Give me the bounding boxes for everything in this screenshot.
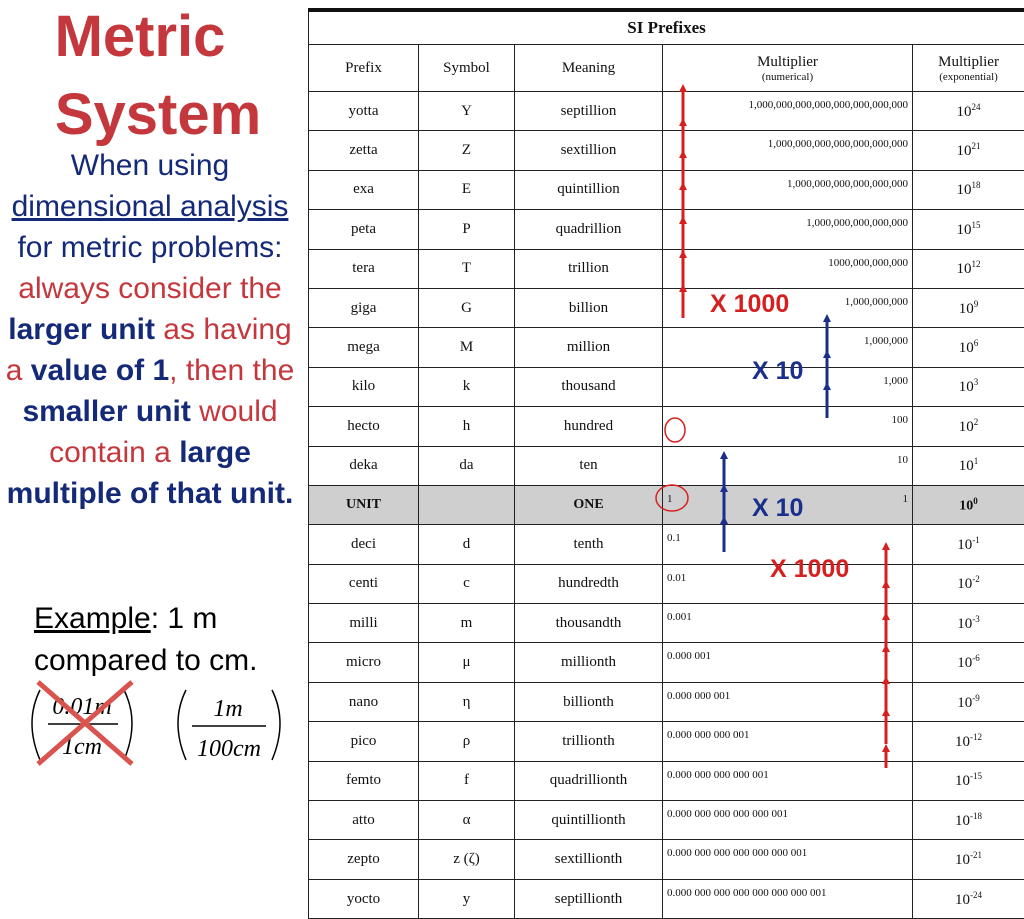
cell-prefix: zepto [309, 840, 419, 879]
cell-symbol [419, 485, 515, 524]
cell-meaning: septillionth [515, 879, 663, 918]
table-body [309, 92, 1024, 919]
exp-base: 10 [957, 261, 972, 277]
exp-base: 10 [959, 301, 974, 317]
col-prefix: Prefix [309, 45, 419, 92]
exp-power: -21 [970, 850, 982, 860]
cell-symbol: da [419, 446, 515, 485]
table-row [309, 288, 1024, 327]
cell-prefix: giga [309, 288, 419, 327]
cell-meaning: billionth [515, 682, 663, 721]
left-paren-1 [32, 690, 40, 760]
cell-multiplier-exponential [913, 879, 1024, 918]
col-mult-exp-label: Multiplier [938, 54, 999, 70]
cell-meaning: septillion [515, 92, 663, 131]
para-smaller-unit: smaller unit [22, 395, 190, 428]
exp-base: 10 [957, 222, 972, 238]
exp-base: 10 [957, 537, 972, 553]
exp-power: 24 [972, 102, 981, 112]
exp-power: -18 [970, 811, 982, 821]
table-row [309, 682, 1024, 721]
para-larger-unit: larger unit [8, 313, 155, 346]
cell-symbol: Y [419, 92, 515, 131]
cell-prefix: exa [309, 170, 419, 209]
exp-base: 10 [957, 695, 972, 711]
cell-multiplier-numerical: 1,000,000,000,000,000,000,000,000 [663, 92, 913, 131]
cell-symbol: z (ζ) [419, 840, 515, 879]
cell-multiplier-exponential [913, 801, 1024, 840]
multiplier-right-value: 1 [903, 493, 909, 505]
exp-power: -9 [972, 693, 980, 703]
exp-power: 1 [974, 456, 979, 466]
cell-multiplier-numerical: 0.1 [663, 525, 913, 564]
cell-multiplier-numerical: 1000,000,000,000 [663, 249, 913, 288]
cell-meaning: quintillion [515, 170, 663, 209]
cell-symbol: P [419, 210, 515, 249]
cell-prefix: milli [309, 604, 419, 643]
cell-multiplier-exponential [913, 485, 1024, 524]
cell-prefix: nano [309, 682, 419, 721]
cell-symbol: y [419, 879, 515, 918]
exp-power: 15 [972, 220, 981, 230]
exp-base: 10 [959, 379, 974, 395]
table-title: SI Prefixes [309, 10, 1024, 45]
exp-base: 10 [959, 340, 974, 356]
para-text-2: for metric problems: [17, 231, 282, 264]
col-meaning: Meaning [515, 45, 663, 92]
para-would-contain: would contain a [49, 395, 277, 469]
cell-multiplier-numerical: 1,000 [663, 367, 913, 406]
cell-meaning: quadrillion [515, 210, 663, 249]
cell-symbol: μ [419, 643, 515, 682]
col-symbol: Symbol [419, 45, 515, 92]
cell-multiplier-numerical: 10 [663, 446, 913, 485]
exp-base: 10 [957, 143, 972, 159]
explanation-paragraph [2, 145, 298, 514]
cell-prefix: yocto [309, 879, 419, 918]
cell-multiplier-exponential [913, 643, 1024, 682]
exp-power: 9 [974, 299, 979, 309]
cell-symbol: m [419, 604, 515, 643]
table-row [309, 328, 1024, 367]
title-line-1: Metric [0, 6, 290, 68]
exp-base: 10 [959, 498, 973, 513]
table-row [309, 879, 1024, 918]
example-label: Example [34, 602, 151, 635]
exp-base: 10 [955, 813, 970, 829]
label-x1000-bottom: X 1000 [770, 555, 849, 584]
cell-multiplier-exponential [913, 604, 1024, 643]
cell-multiplier-numerical: 0.000 000 000 000 000 000 000 001 [663, 879, 913, 918]
exp-power: 0 [973, 496, 978, 506]
table-row [309, 210, 1024, 249]
cell-multiplier-exponential [913, 249, 1024, 288]
fraction-wrong-denominator: 1cm [62, 734, 102, 760]
cell-symbol: M [419, 328, 515, 367]
cell-meaning: billion [515, 288, 663, 327]
cell-prefix: pico [309, 722, 419, 761]
cell-symbol: k [419, 367, 515, 406]
cell-multiplier-exponential [913, 446, 1024, 485]
cell-meaning: million [515, 328, 663, 367]
cell-prefix: yotta [309, 92, 419, 131]
cell-multiplier-numerical: 0.001 [663, 604, 913, 643]
col-multiplier-exponential [913, 45, 1024, 92]
cell-symbol: α [419, 801, 515, 840]
cell-prefix: micro [309, 643, 419, 682]
cell-multiplier-exponential [913, 722, 1024, 761]
table-row [309, 92, 1024, 131]
table-row [309, 131, 1024, 170]
exp-base: 10 [955, 852, 970, 868]
exp-base: 10 [959, 419, 974, 435]
table-row [309, 367, 1024, 406]
cell-multiplier-exponential [913, 525, 1024, 564]
cell-multiplier-exponential [913, 682, 1024, 721]
table-row [309, 604, 1024, 643]
cell-symbol: f [419, 761, 515, 800]
table-row [309, 485, 1024, 524]
fraction-wrong-numerator: 0.01m [52, 694, 111, 720]
para-large-multiple: large multiple of that unit. [7, 436, 294, 510]
exp-power: -1 [972, 535, 980, 545]
cell-multiplier-exponential [913, 761, 1024, 800]
cell-multiplier-numerical: 0.000 000 000 000 000 000 001 [663, 840, 913, 879]
cell-multiplier-numerical: 1,000,000,000,000,000 [663, 210, 913, 249]
cell-symbol: T [419, 249, 515, 288]
label-x10-top: X 10 [752, 357, 803, 386]
cell-multiplier-exponential [913, 288, 1024, 327]
fraction-right-numerator: 1m [213, 696, 242, 722]
cell-prefix: deci [309, 525, 419, 564]
cell-meaning: quintillionth [515, 801, 663, 840]
cell-multiplier-numerical: 0.01 [663, 564, 913, 603]
cell-symbol: d [419, 525, 515, 564]
cell-symbol: h [419, 407, 515, 446]
cell-multiplier-exponential [913, 564, 1024, 603]
cell-meaning: sextillion [515, 131, 663, 170]
table-row [309, 840, 1024, 879]
cell-symbol: ρ [419, 722, 515, 761]
cell-multiplier-numerical: 1,000,000 [663, 328, 913, 367]
cell-prefix: kilo [309, 367, 419, 406]
cell-meaning: thousand [515, 367, 663, 406]
cell-multiplier-numerical: 0.000 000 000 000 000 001 [663, 801, 913, 840]
cell-meaning: ten [515, 446, 663, 485]
cell-prefix: UNIT [309, 485, 419, 524]
table-row [309, 761, 1024, 800]
col-mult-num-sub: (numerical) [667, 71, 908, 83]
cell-prefix: zetta [309, 131, 419, 170]
exp-base: 10 [957, 616, 972, 632]
example-text [34, 598, 300, 682]
fraction-right-denominator: 100cm [197, 736, 261, 762]
label-x1000-top: X 1000 [710, 290, 789, 319]
cell-meaning: sextillionth [515, 840, 663, 879]
cell-symbol: c [419, 564, 515, 603]
fractions-figure [0, 676, 300, 768]
cell-multiplier-exponential [913, 840, 1024, 879]
exp-power: 18 [972, 180, 981, 190]
cell-prefix: centi [309, 564, 419, 603]
exp-power: 12 [972, 259, 981, 269]
para-then: , then the [169, 354, 294, 387]
cell-multiplier-numerical: 100 [663, 407, 913, 446]
exp-power: -12 [970, 732, 982, 742]
multiplier-left-value: 1 [667, 493, 673, 505]
table-row [309, 407, 1024, 446]
exp-power: 3 [974, 377, 979, 387]
para-value-of-1: value of 1 [31, 354, 169, 387]
exp-power: -6 [972, 653, 980, 663]
exp-base: 10 [957, 576, 972, 592]
table-row [309, 564, 1024, 603]
col-mult-exp-sub: (exponential) [917, 71, 1020, 83]
cell-meaning: hundred [515, 407, 663, 446]
cell-prefix: hecto [309, 407, 419, 446]
exp-power: 21 [972, 141, 981, 151]
right-paren-2 [272, 690, 280, 760]
cell-prefix: deka [309, 446, 419, 485]
cell-multiplier-numerical: 0.000 000 000 000 001 [663, 761, 913, 800]
table-row [309, 525, 1024, 564]
exp-base: 10 [959, 458, 974, 474]
cell-prefix: atto [309, 801, 419, 840]
exp-power: 6 [974, 338, 979, 348]
si-prefixes-table [308, 8, 1024, 919]
cell-multiplier-numerical: 0.000 000 001 [663, 682, 913, 721]
cell-symbol: E [419, 170, 515, 209]
cell-prefix: peta [309, 210, 419, 249]
exp-power: -3 [972, 614, 980, 624]
left-paren-2 [178, 690, 186, 760]
exp-base: 10 [955, 734, 970, 750]
para-always: always consider the [18, 272, 281, 305]
right-paren-1 [124, 690, 132, 760]
cell-multiplier-exponential [913, 131, 1024, 170]
col-multiplier-numerical [663, 45, 913, 92]
exp-base: 10 [955, 773, 970, 789]
cell-meaning: thousandth [515, 604, 663, 643]
cell-multiplier-exponential [913, 328, 1024, 367]
table-row [309, 170, 1024, 209]
exp-base: 10 [955, 892, 970, 908]
cell-multiplier-numerical: 1,000,000,000,000,000,000,000 [663, 131, 913, 170]
exp-base: 10 [957, 655, 972, 671]
col-mult-num-label: Multiplier [757, 54, 818, 70]
label-x10-bottom: X 10 [752, 494, 803, 523]
cell-prefix: tera [309, 249, 419, 288]
cell-meaning: millionth [515, 643, 663, 682]
cell-symbol: η [419, 682, 515, 721]
example-body: : 1 m compared to cm. [34, 602, 257, 677]
cell-meaning: trillion [515, 249, 663, 288]
cell-multiplier-numerical: 1,000,000,000,000,000,000 [663, 170, 913, 209]
exp-power: 2 [974, 417, 979, 427]
cell-symbol: G [419, 288, 515, 327]
table-row [309, 643, 1024, 682]
exp-base: 10 [957, 104, 972, 120]
cell-multiplier-numerical: 0.000 001 [663, 643, 913, 682]
table-row [309, 249, 1024, 288]
cell-meaning: ONE [515, 485, 663, 524]
cell-multiplier-exponential [913, 367, 1024, 406]
cell-multiplier-numerical: 0.000 000 000 001 [663, 722, 913, 761]
para-as-having: as having a [6, 313, 292, 387]
exp-power: -24 [970, 890, 982, 900]
title-line-2: System [8, 84, 308, 146]
table-row [309, 722, 1024, 761]
cell-multiplier-exponential [913, 170, 1024, 209]
cell-prefix: mega [309, 328, 419, 367]
cell-meaning: quadrillionth [515, 761, 663, 800]
table-row [309, 446, 1024, 485]
left-panel [0, 0, 300, 768]
cell-multiplier-exponential [913, 407, 1024, 446]
cell-multiplier-exponential [913, 210, 1024, 249]
cell-multiplier-exponential [913, 92, 1024, 131]
cell-meaning: trillionth [515, 722, 663, 761]
cell-meaning: tenth [515, 525, 663, 564]
cell-prefix: femto [309, 761, 419, 800]
exp-power: -15 [970, 771, 982, 781]
cell-meaning: hundredth [515, 564, 663, 603]
exp-base: 10 [957, 182, 972, 198]
exp-power: -2 [972, 574, 980, 584]
cell-multiplier-numerical: 1,000,000,000 [663, 288, 913, 327]
table-row [309, 801, 1024, 840]
cell-symbol: Z [419, 131, 515, 170]
para-dimensional-analysis: dimensional analysis [12, 190, 289, 223]
para-text-1: When using [71, 149, 229, 182]
